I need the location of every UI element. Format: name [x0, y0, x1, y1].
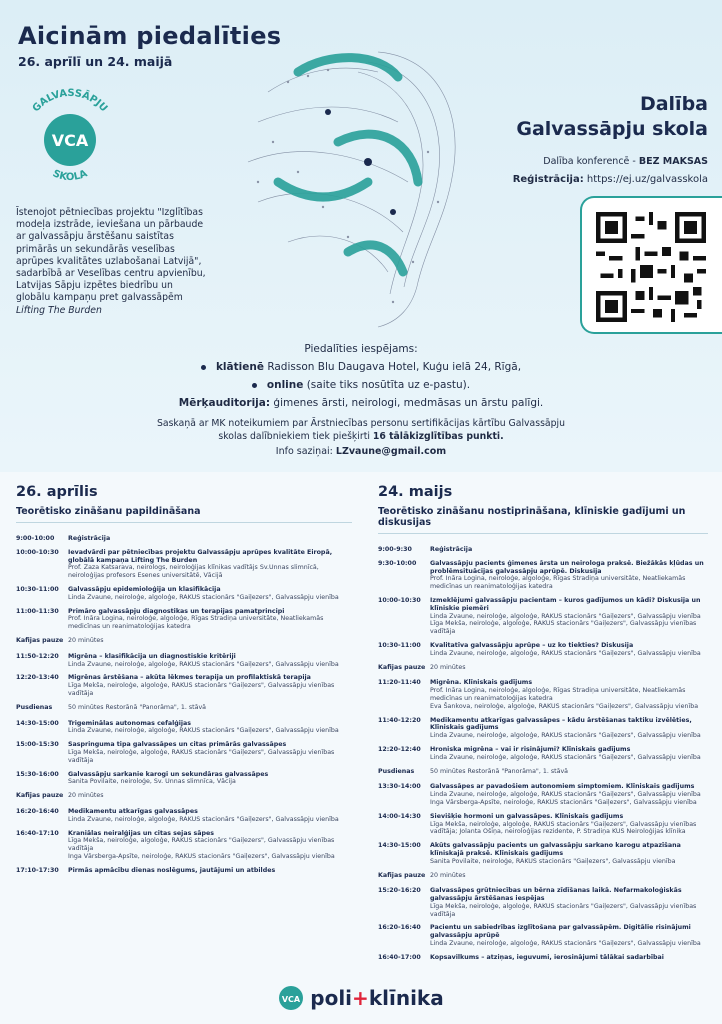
session-title: Migrēna. Klīniskais gadījums [430, 679, 533, 687]
schedule-time: 17:10-17:30 [16, 866, 59, 874]
participation-heading-line2: Galvassāpju skola [516, 118, 708, 140]
schedule-item [16, 549, 352, 580]
participation-options [150, 340, 572, 412]
schedule-content [430, 842, 708, 865]
session-speaker: Linda Zvaune, neiroloģe, algoloģe, RAKUS stacionārs "Gaiļezers", Galvassāpju vienība [430, 753, 701, 761]
schedule-content [430, 717, 708, 740]
session-speaker: Prof. Ināra Logina, neiroloģe, algoloģe, Rīgas Stradiņa universitāte, Neatliekamās medicīnas un reanimatoloģijas katedra [68, 615, 324, 631]
session-title: Kraniālas neiralģijas un citas sejas sāpes [68, 829, 215, 837]
session-speaker: Līga Mekša, neiroloģe, algoloģe, RAKUS stacionārs "Gaiļezers", Galvassāpju vienības vadītāja [68, 748, 335, 764]
schedule-time: 16:40-17:10 [16, 829, 59, 837]
session-title: Galvassāpju pacients ģimenes ārsta un neirologa praksē. Biežākās kļūdas un problēmsituācijas galvassāpju aprūpē. Diskusija [430, 559, 704, 575]
event-dates: 26. aprīlī un 24. maijā [18, 54, 173, 69]
schedule-item [16, 674, 352, 697]
schedule-item [378, 597, 708, 636]
schedule-time: 10:00-10:30 [16, 548, 59, 556]
session-speaker: 20 minūtes [430, 663, 466, 671]
session-speaker: Linda Zvaune, neiroloģe, algoloģe, RAKUS stacionārs "Gaiļezers", Galvassāpju vienība [430, 612, 701, 620]
participation-title: Piedalīties iespējams: [304, 343, 418, 355]
session-title: Galvassāpes grūtniecības un bērna zīdīšanas laikā. Nefarmakoloģiskās galvassāpju ārstēšanas iespējas [430, 887, 682, 903]
qr-code[interactable] [596, 212, 706, 322]
session-speaker: Linda Zvaune, neiroloģe, algoloģe, RAKUS stacionārs "Gaiļezers", Galvassāpju vienība [430, 940, 701, 948]
session-speaker: Linda Zvaune, neiroloģe, algoloģe, RAKUS stacionārs "Gaiļezers", Galvassāpju vienība [430, 649, 701, 657]
svg-text:VCA: VCA [282, 995, 301, 1004]
session-title: Izmeklējumi galvassāpju pacientam – kuros gadījumos un kādi? Diskusija un klīniskie piemēri [430, 596, 701, 612]
registration-line: Reģistrācija: https://ej.uz/galvasskola [512, 174, 708, 185]
schedule-content [430, 954, 708, 962]
polyclinic-logo-icon [278, 985, 304, 1011]
day1-column [16, 484, 352, 881]
schedule-time: 14:30-15:00 [378, 842, 421, 850]
session-speaker: Eva Šankova, neiroloģe, algoloģe, RAKUS stacionārs "Gaiļezers", Galvassāpju vienība [430, 702, 699, 710]
session-speaker: Sanita Povilaite, neiroloģe, Sv. Unnas slimnīca, Vācija [68, 778, 236, 786]
day2-subtitle: Teorētisko zināšanu nostiprināšana, klīniskie gadījumi un diskusijas [378, 506, 708, 534]
schedule-item [378, 560, 708, 591]
session-speaker: 20 minūtes [68, 636, 104, 644]
session-title: Hroniska migrēna – vai ir risinājumi? Klīniskais gadījums [430, 745, 631, 753]
qr-code-card [580, 196, 722, 334]
schedule-content [430, 642, 708, 658]
day2-date: 24. maijs [378, 484, 453, 500]
schedule-content [430, 783, 708, 806]
intro-text [16, 207, 206, 317]
session-speaker: Sanita Povilaite, neiroloģe, RAKUS stacionārs "Gaiļezers", Galvassāpju vienība [430, 857, 676, 865]
schedule-item [16, 535, 352, 543]
session-speaker: Inga Vārsberga-Apsīte, neiroloģe, RAKUS stacionārs "Gaiļezers", Galvassāpju vienība [68, 852, 335, 860]
schedule-content [68, 586, 352, 602]
schedule-item [378, 842, 708, 865]
schedule-item [16, 771, 352, 787]
schedule-content [68, 653, 352, 669]
schedule-item [16, 741, 352, 764]
page-title: Aicinām piedalīties [18, 22, 282, 50]
session-title: Galvassāpju sarkanie karogi un sekundāras galvassāpes [68, 770, 269, 778]
schedule-time: Kafijas pauze [378, 663, 426, 671]
session-speaker: Līga Mekša, neiroloģe, algoloģe, RAKUS stacionārs "Gaiļezers", Galvassāpju vienības vadītāja [430, 902, 697, 918]
session-speaker: 50 minūtes Restorānā "Panorāma", 1. stāvā [430, 767, 569, 775]
schedule-break [16, 637, 352, 645]
schedule-time: 10:00-10:30 [378, 596, 421, 604]
schedule-content [430, 546, 708, 554]
schedule-time: 15:20-16:20 [378, 887, 421, 895]
svg-text:VCA: VCA [51, 131, 89, 150]
schedule-time: 10:30-11:00 [16, 585, 59, 593]
schedule-content [68, 808, 352, 824]
schedule-item [378, 887, 708, 918]
session-title: Reģistrācija [68, 535, 111, 542]
schedule-item [16, 653, 352, 669]
schedule-content [430, 768, 708, 776]
day1-subtitle: Teorētisko zināšanu papildināšana [16, 506, 352, 523]
session-title: Migrēna – klasifikācija un diagnostiskie kritēriji [68, 652, 236, 660]
schedule-content [68, 535, 352, 543]
day1-schedule [16, 535, 352, 875]
day1-date: 26. aprīlis [16, 484, 98, 500]
session-speaker: Linda Zvaune, neiroloģe, algoloģe, RAKUS stacionārs "Gaiļezers", Galvassāpju vienība [68, 727, 339, 735]
schedule-item [378, 642, 708, 658]
schedule-item [378, 546, 708, 554]
schedule-time: 11:50-12:20 [16, 652, 59, 660]
schedule-content [68, 741, 352, 764]
schedule-item [16, 608, 352, 631]
hero-section [0, 0, 722, 472]
schedule-time: 9:00-10:00 [16, 535, 55, 542]
session-title: Trigeminālas autonomas cefalģijas [68, 719, 192, 727]
session-speaker: Linda Zvaune, neiroloģe, algoloģe, RAKUS stacionārs "Gaiļezers", Galvassāpju vienība [68, 815, 339, 823]
schedule-break [378, 872, 708, 880]
schedule-item [16, 830, 352, 861]
schedule-time: Pusdienas [16, 703, 53, 711]
schedule-content [68, 720, 352, 736]
session-title: Medikamentu atkarīgas galvassāpes [68, 807, 198, 815]
schedule-time: 11:00-11:30 [16, 607, 59, 615]
schedule-item [378, 954, 708, 962]
onsite-option: klātienē Radisson Blu Daugava Hotel, Kuģu ielā 24, Rīgā, [150, 358, 572, 376]
session-title: Sievišķie hormoni un galvassāpes. Klīniskais gadījums [430, 812, 624, 820]
conference-fee: Dalība konferencē - BEZ MAKSAS [543, 156, 708, 167]
session-speaker: Prof. Ināra Logina, neiroloģe, algoloģe, Rīgas Stradiņa universitāte, Neatliekamās medicīnas un reanimatoloģijas katedra [430, 687, 686, 702]
schedule-content [430, 597, 708, 636]
schedule-content [68, 608, 352, 631]
schedule-break [16, 704, 352, 712]
schedule-content [68, 549, 352, 580]
day2-column [378, 484, 708, 968]
session-speaker: 20 minūtes [68, 792, 104, 800]
schedule-item [16, 867, 352, 875]
schedule-time: 14:00-14:30 [378, 812, 421, 820]
schedule-content [430, 679, 708, 710]
schedule-time: 16:20-16:40 [378, 924, 421, 932]
schedule-time: 11:20-11:40 [378, 679, 421, 687]
session-title: Galvassāpes ar pavadošiem autonomiem simptomiem. Klīniskais gadījums [430, 783, 695, 791]
session-title: Galvassāpju epidemioloģija un klasifikācija [68, 585, 221, 593]
schedule-content [68, 792, 352, 800]
schedule-break [378, 664, 708, 672]
session-title: Primāro galvassāpju diagnostikas un terapijas pamatprincipi [68, 607, 285, 615]
schedule-content [430, 664, 708, 672]
session-speaker: Prof. Ināra Logina, neiroloģe, algoloģe, Rīgas Stradiņa universitāte, Neatliekamās medicīnas un reanimatoloģijas katedra [430, 575, 686, 591]
audience: Mērķauditorija: ģimenes ārsti, neirologi, medmāsas un ārstu palīgi. [178, 397, 544, 409]
schedule-content [430, 887, 708, 918]
schedule-content [68, 867, 352, 875]
session-speaker: Līga Mekša, neiroloģe, algoloģe, RAKUS stacionārs "Gaiļezers", Galvassāpju vienības vadītāja [68, 837, 335, 853]
svg-text:SKOLA: SKOLA [50, 168, 90, 184]
session-title: Ievadvārdi par pētniecības projektu Galvassāpju aprūpes kvalitāte Eiropā, globālā kampaņa Lifting The Burden [68, 548, 333, 564]
brand-name: poli+klīnika [310, 986, 444, 1010]
session-title: Reģistrācija [430, 546, 473, 553]
accreditation-note: Saskaņā ar MK noteikumiem par Ārstniecības personu sertifikācijas kārtību Galvassāpju skolas dalībniekiem tiek piešķirti 16 tālākizglītības punkti. [156, 418, 566, 442]
day2-schedule [378, 546, 708, 962]
schedule-time: 15:00-15:30 [16, 741, 59, 749]
schedule-content [68, 704, 352, 712]
schedule-time: 16:20-16:40 [16, 807, 59, 815]
schedule-item [378, 924, 708, 947]
online-option: online (saite tiks nosūtīta uz e-pastu). [150, 376, 572, 394]
schedule-time: 15:30-16:00 [16, 770, 59, 778]
schedule-item [378, 717, 708, 740]
session-speaker: Prof. Zaza Katsarava, neirologs, neiroloģijas klīnikas vadītājs Sv.Unnas slimnīcā, neiroloģijas profesors Esenes universitātē, Vācijā [68, 564, 319, 580]
schedule-content [68, 830, 352, 861]
schedule-content [430, 813, 708, 836]
schedule-content [68, 674, 352, 697]
dotted-head-illustration [228, 32, 474, 332]
schedule-item [378, 679, 708, 710]
schedule-time: 9:00-9:30 [378, 546, 412, 553]
footer-brand [0, 972, 722, 1024]
schedule-break [16, 792, 352, 800]
session-speaker: Līga Mekša, neiroloģe, algoloģe, RAKUS stacionārs "Gaiļezers", Galvassāpju vienības vadītāja [430, 620, 697, 636]
session-speaker: Linda Zvaune, neiroloģe, algoloģe, RAKUS stacionārs "Gaiļezers", Galvassāpju vienība [68, 660, 339, 668]
schedule-time: Pusdienas [378, 767, 415, 775]
schedule-time: 13:30-14:00 [378, 783, 421, 791]
session-title: Akūts galvassāpju pacients un galvassāpju sarkano karogu atpazīšana klīniskajā praksē. Klīniskais gadījums [430, 842, 681, 857]
schedule-time: 16:40-17:00 [378, 953, 421, 961]
schedule-time: 14:30-15:00 [16, 719, 59, 727]
contact-email[interactable]: LZvaune@gmail.com [335, 446, 447, 457]
schedule-content [68, 637, 352, 645]
session-speaker: 50 minūtes Restorānā "Panorāma", 1. stāvā [68, 703, 207, 711]
session-title: Medikamentu atkarīgas galvassāpes – kādu ārstēšanas taktiku izvēlēties, Klīniskais gadījums [430, 716, 692, 732]
schedule-time: 12:20-12:40 [378, 745, 421, 753]
schedule-time: 11:40-12:20 [378, 716, 421, 724]
schedule-time: Kafijas pauze [378, 871, 426, 879]
intro-paragraph: Īstenojot pētniecības projektu "Izglītības modeļa izstrāde, ieviešana un pārbaude ar galvassāpju ārstēšanu saistītas primārās un sekundārās veselības aprūpes kvalitātes uzlabošanai Latvijā", sadarbībā ar Veselības centru apvienību, Latvijas Sāpju izpētes biedrību un globālu kampaņu pret galvassāpēm [16, 207, 206, 304]
session-title: Pirmās apmācību dienas noslēgums, jautājumi un atbildes [68, 866, 276, 874]
schedule-item [378, 813, 708, 836]
participation-heading-line1: Dalība [639, 93, 708, 115]
schedule-content [430, 560, 708, 591]
fee-value: BEZ MAKSAS [638, 156, 708, 167]
schedule-content [68, 771, 352, 787]
session-title: Saspringuma tipa galvassāpes un citas primārās galvassāpes [68, 741, 287, 749]
session-title: Migrēnas ārstēšana – akūta lēkmes terapija un profilaktiskā terapija [68, 674, 311, 682]
galvassapju-skola-logo [14, 82, 126, 194]
schedule-content [430, 924, 708, 947]
svg-text:GALVASSĀPJU: GALVASSĀPJU [30, 87, 110, 115]
schedule-break [378, 768, 708, 776]
schedule-item [16, 720, 352, 736]
schedule-time: Kafijas pauze [16, 636, 64, 644]
session-speaker: Linda Zvaune, neiroloģe, algoloģe, RAKUS stacionārs "Gaiļezers", Galvassāpju vienība [68, 593, 339, 601]
schedule-time: 12:20-13:40 [16, 674, 59, 682]
contact-info: Info saziņai: LZvaune@gmail.com [275, 446, 447, 457]
schedule-item [378, 746, 708, 762]
schedule-time: Kafijas pauze [16, 792, 64, 800]
schedule-content [430, 872, 708, 880]
registration-link[interactable]: https://ej.uz/galvasskola [586, 174, 708, 185]
session-speaker: Līga Mekša, neiroloģe, algoloģe, RAKUS stacionārs "Gaiļezers", Galvassāpju vienības vadītāja [68, 682, 335, 697]
session-title: Kvalitatīva galvassāpju aprūpe – uz ko tiekties? Diskusija [430, 641, 634, 649]
session-speaker: 20 minūtes [430, 871, 466, 879]
schedule-content [430, 746, 708, 762]
schedule-item [378, 783, 708, 806]
participation-heading [516, 92, 708, 142]
session-speaker: Inga Vārsberga-Apsīte, neiroloģe, RAKUS stacionārs "Gaiļezers", Galvassāpju vienība [430, 798, 697, 806]
session-speaker: Linda Zvaune, neiroloģe, algoloģe, RAKUS stacionārs "Gaiļezers", Galvassāpju vienība [430, 732, 701, 740]
schedule-item [16, 808, 352, 824]
session-title: Kopsavilkums – atziņas, ieguvumi, ierosinājumi tālākai sadarbībai [430, 953, 664, 961]
schedule-time: 9:30-10:00 [378, 559, 417, 567]
schedule-item [16, 586, 352, 602]
session-title: Pacientu un sabiedrības izglītošana par galvassāpēm. Digitālie risinājumi galvassāpju aprūpē [430, 924, 691, 940]
session-speaker: Linda Zvaune, neiroloģe, algoloģe, RAKUS stacionārs "Gaiļezers", Galvassāpju vienība [430, 791, 701, 799]
campaign-name: Lifting The Burden [16, 304, 102, 316]
session-speaker: Līga Mekša, neiroloģe, algoloģe, RAKUS stacionārs "Gaiļezers", Galvassāpju vienības vadītāja; Jolanta Ošiņa, neiroloģijas rezidente, P. Stradiņa KUS Neiroloģijas klīnika [430, 820, 697, 836]
schedule-time: 10:30-11:00 [378, 641, 421, 649]
